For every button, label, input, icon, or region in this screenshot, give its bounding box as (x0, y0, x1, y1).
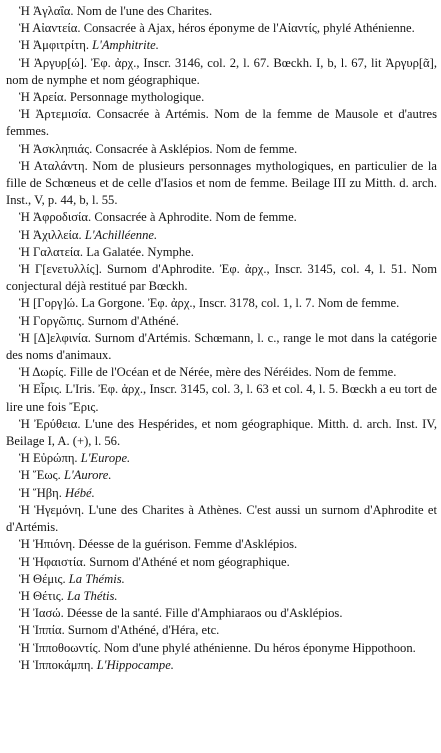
dictionary-entry (6, 227, 437, 244)
entry-definition: L'une des Hespérides, et nom géographique. Mitth. d. arch. Inst. IV, Beilage I, A. (+), l. 56. (6, 416, 437, 449)
entry-headword: Ἡ Ἡφαιστία. (19, 554, 87, 569)
dictionary-entry (6, 295, 437, 312)
entry-headword: Ἡ Ἀρεία. (19, 90, 67, 105)
entry-definition: Surnom d'Artémis. Schœmann, l. c., range le mot dans la catégorie des noms d'animaux. (6, 330, 438, 363)
dictionary-entry (6, 244, 437, 261)
entry-definition: La Gorgone. Ἐφ. ἀρχ., Inscr. 3178, col. 1, l. 7. Nom de femme. (78, 296, 400, 311)
dictionary-entry (6, 657, 437, 674)
entry-definition: Surnom d'Aphrodite. Ἐφ. ἀρχ., Inscr. 3145, col. 4, l. 51. Nom conjectural déjà restitué par Bœckh. (6, 262, 437, 294)
dictionary-entry (6, 106, 437, 140)
entry-definition: Hébé. (61, 485, 95, 500)
dictionary-entry (6, 622, 437, 639)
entry-headword: Ἡ Ἀμφιτρίτη. (19, 38, 90, 53)
entry-headword: Ἡ Εἶρις. (19, 382, 62, 397)
entry-definition: L'Iris. Ἐφ. ἀρχ., Inscr. 3145, col. 3, l. 63 et col. 4, l. 5. Bœckh a eu tort de lire une fois Ἔρις. (6, 382, 437, 414)
dictionary-entry (6, 536, 437, 553)
entry-definition: L'Europe. (77, 451, 131, 466)
dictionary-entry (6, 364, 437, 381)
entry-definition: Nom d'une phylé athénienne. Du héros éponyme Hippothoon. (100, 640, 416, 655)
entry-headword: Ἡ Αταλάντη. (19, 158, 88, 173)
dictionary-entry (6, 158, 437, 210)
entry-headword: Ἡ Δωρίς. (19, 365, 67, 380)
entry-definition: L'Hippocampe. (93, 657, 174, 672)
dictionary-entry (6, 450, 437, 467)
entry-headword: Ἡ Γοργῶπις. (19, 313, 85, 328)
entry-definition: La Thétis. (63, 588, 118, 603)
entry-headword: Ἡ Ἡγεμόνη. (19, 502, 85, 517)
entry-headword: Ἡ [Δ]ελφινία. (19, 330, 91, 345)
dictionary-entry (6, 554, 437, 571)
entry-definition: L'une des Charites à Athènes. C'est aussi un surnom d'Aphrodite et d'Artémis. (6, 502, 437, 535)
dictionary-entry (6, 416, 437, 450)
entry-headword: Ἡ Γαλατεία. (19, 244, 84, 259)
dictionary-entry (6, 20, 437, 37)
dictionary-entry (6, 55, 437, 89)
entry-headword: Ἡ Ἀχιλλεία. (19, 227, 82, 242)
entry-headword: Ἡ Ἀργυρ[ώ]. (19, 55, 88, 70)
dictionary-entry (6, 588, 437, 605)
entry-definition: Personnage mythologique. (66, 90, 205, 105)
entry-definition: Nom de plusieurs personnages mythologiques, en particulier de la fille de Schœneus et de celle d'Iasios et nom de femme. Beilage III zu Mitth. d. arch. Inst., V, p. 44, b, l. 55. (6, 158, 437, 208)
entry-headword: Ἡ Ἥβη. (19, 485, 62, 500)
entry-headword: Ἡ Ἠπιόνη. (19, 537, 76, 552)
dictionary-entry (6, 261, 437, 295)
entry-list (6, 3, 437, 674)
entry-definition: La Thémis. (65, 571, 125, 586)
dictionary-entry (6, 467, 437, 484)
entry-headword: Ἡ Ἐρύθεια. (19, 416, 81, 431)
entry-headword: Ἡ Γ[ενετυλλίς]. (19, 262, 102, 277)
dictionary-entry (6, 640, 437, 657)
dictionary-entry (6, 502, 437, 536)
entry-headword: Ἡ Θέμις. (19, 571, 66, 586)
dictionary-entry (6, 89, 437, 106)
entry-headword: Ἡ Θέτις. (19, 588, 64, 603)
entry-definition: Consacrée à Aphrodite. Nom de femme. (91, 210, 297, 225)
dictionary-entry (6, 485, 437, 502)
dictionary-entry (6, 330, 437, 364)
entry-definition: Surnom d'Athéné, d'Héra, etc. (64, 623, 220, 638)
entry-definition: L'Achilléenne. (81, 227, 158, 242)
entry-definition: Ἐφ. ἀρχ., Inscr. 3146, col. 2, l. 67. Bœckh. I, b, l. 67, lit Ἀργυρ[ᾶ], nom de nymphe et nom géographique. (6, 55, 437, 87)
entry-headword: Ἡ Ἕως. (19, 468, 61, 483)
dictionary-entry (6, 3, 437, 20)
entry-definition: Fille de l'Océan et de Nérée, mère des Néréides. Nom de femme. (66, 365, 397, 380)
dictionary-entry (6, 313, 437, 330)
entry-headword: Ἡ Ἱππία. (19, 623, 65, 638)
entry-headword: Ἡ Αἰαντεία. (19, 21, 81, 36)
entry-definition: Consacrée à Artémis. Nom de la femme de Mausole et d'autres femmes. (6, 107, 437, 139)
entry-definition: L'Amphitrite. (89, 38, 159, 53)
entry-definition: L'Aurore. (60, 468, 112, 483)
entry-definition: Déesse de la guérison. Femme d'Asklépios. (75, 537, 298, 552)
entry-headword: Ἡ Ἱπποκάμπη. (19, 657, 94, 672)
entry-definition: Nom de l'une des Charites. (73, 4, 213, 18)
entry-headword: Ἡ Ἱπποθοωντίς. (19, 640, 101, 655)
entry-definition: Consacrée à Asklépios. Nom de femme. (92, 141, 298, 156)
entry-definition: La Galatée. Nymphe. (83, 244, 194, 259)
dictionary-entry (6, 209, 437, 226)
entry-headword: Ἡ Ἀρτεμισία. (19, 107, 92, 122)
entry-definition: Surnom d'Athéné. (84, 313, 179, 328)
entry-headword: Ἡ [Γοργ]ώ. (19, 296, 79, 311)
entry-headword: Ἡ Ἰασώ. (19, 606, 64, 621)
entry-headword: Ἡ Ἀγλαΐα. (19, 4, 74, 18)
dictionary-entry (6, 141, 437, 158)
entry-definition: Surnom d'Athéné et nom géographique. (86, 554, 290, 569)
dictionary-entry (6, 571, 437, 588)
dictionary-entry (6, 605, 437, 622)
entry-definition: Déesse de la santé. Fille d'Amphiaraos ou d'Asklépios. (63, 606, 343, 621)
dictionary-entry (6, 37, 437, 54)
dictionary-entry (6, 381, 437, 415)
entry-definition: Consacrée à Ajax, héros éponyme de l'Αἰαντίς, phylé Athénienne. (80, 21, 415, 36)
entry-headword: Ἡ Εὐρώπη. (19, 451, 78, 466)
entry-headword: Ἡ Ἀσκληπιάς. (19, 141, 93, 156)
entry-headword: Ἡ Ἀφροδισία. (19, 210, 92, 225)
